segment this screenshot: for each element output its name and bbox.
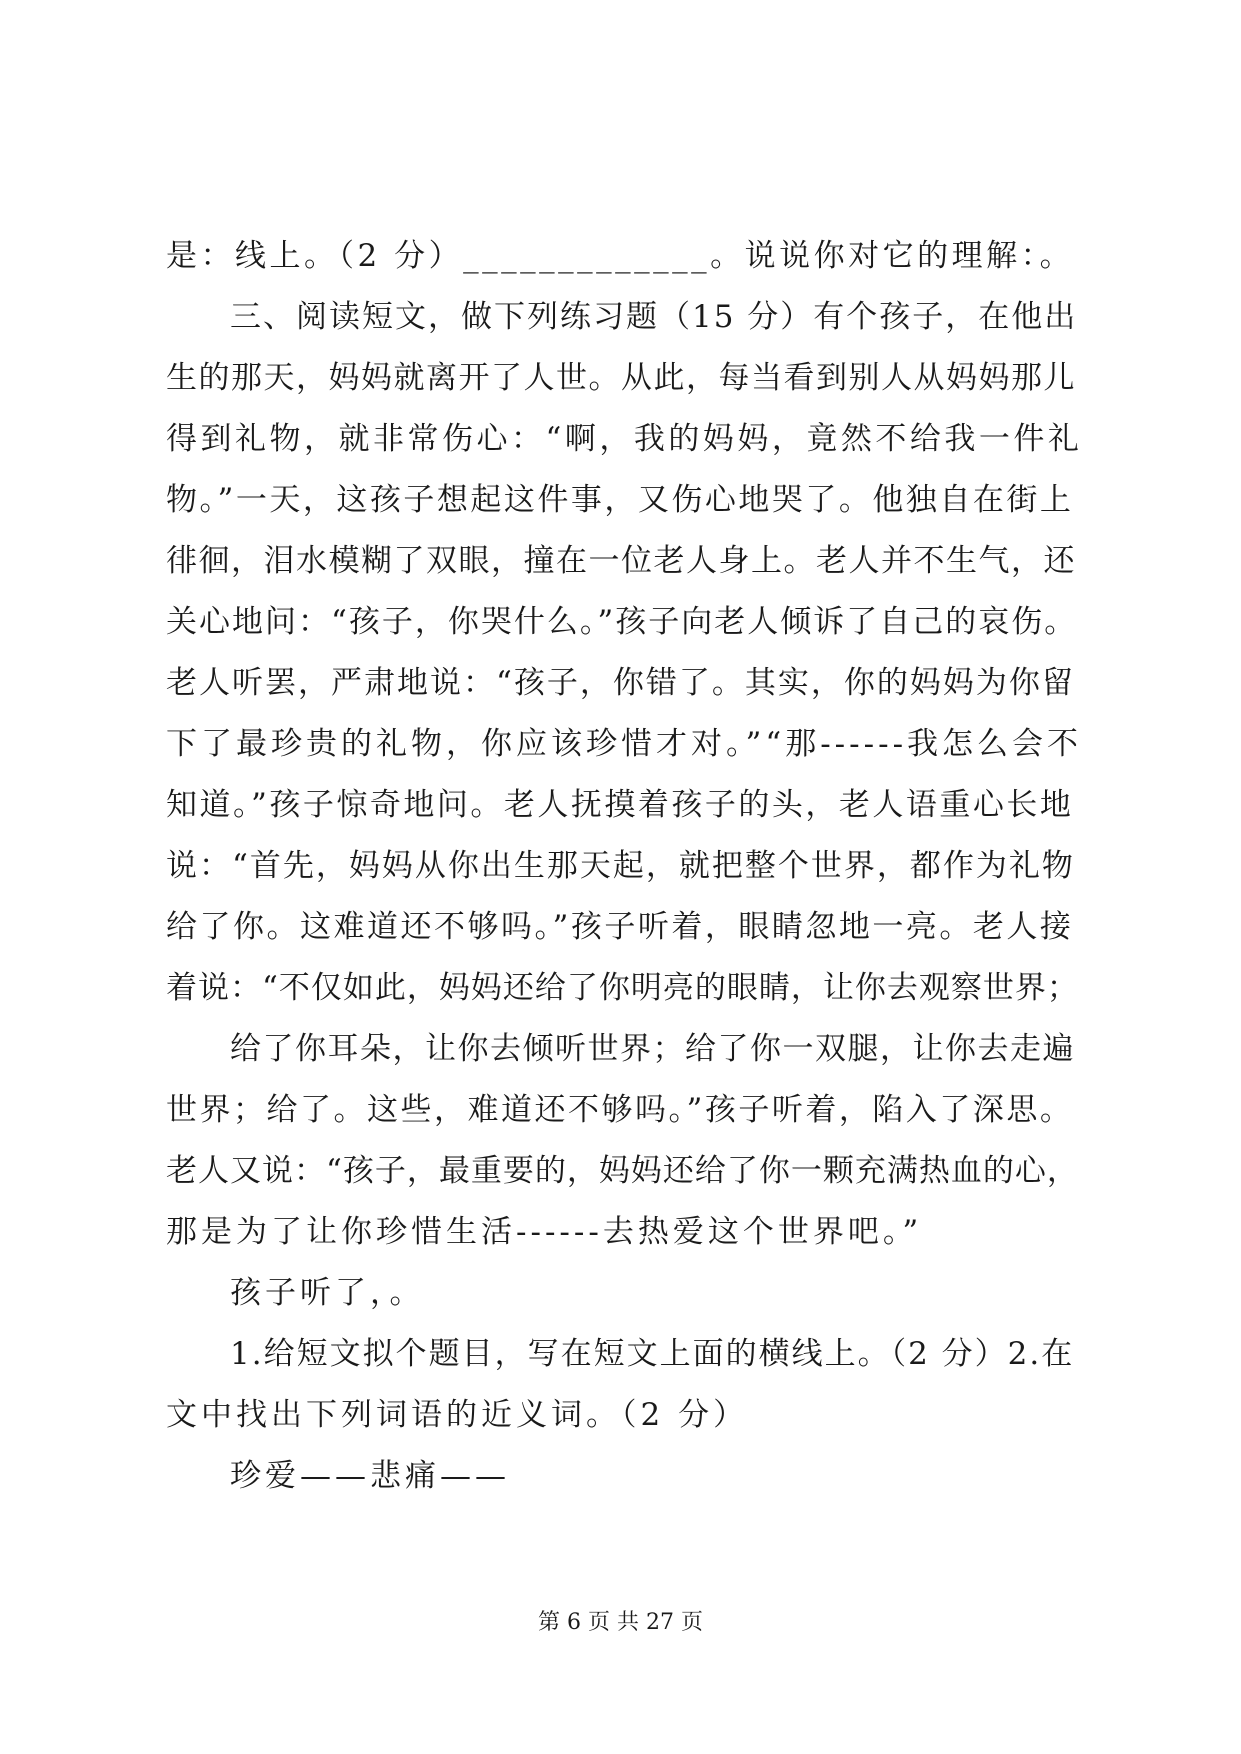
text-line-12: 给了你。这难道还不够吗。”孩子听着，眼睛忽地一亮。老人接 [166,909,1074,945]
text-line-18: 孩子听了，。 [230,1275,425,1311]
text-line-10: 知道。”孩子惊奇地问。老人抚摸着孩子的头，老人语重心长地 [166,787,1074,823]
text-line-6: 徘徊，泪水模糊了双眼，撞在一位老人身上。老人并不生气，还 [166,543,1076,579]
synonym-prompt-line: 珍爱——悲痛—— [230,1458,510,1494]
text-line-17: 那是为了让你珍惜生活------去热爱这个世界吧。” [166,1214,923,1250]
text-line-9: 下了最珍贵的礼物，你应该珍惜才对。”“那------我怎么会不 [166,726,1083,762]
page-footer: 第 6 页 共 27 页 [538,1610,703,1635]
text-line-7: 关心地问：“孩子，你哭什么。”孩子向老人倾诉了自己的哀伤。 [166,604,1078,640]
text-line-11: 说：“首先，妈妈从你出生那天起，就把整个世界，都作为礼物 [166,848,1075,884]
question-2-line: 文中找出下列词语的近义词。（2 分） [166,1397,749,1433]
text-line-5: 物。”一天，这孩子想起这件事，又伤心地哭了。他独自在街上 [166,482,1074,518]
text-line-8: 老人听罢，严肃地说：“孩子，你错了。其实，你的妈妈为你留 [166,665,1075,701]
text-line-16: 老人又说：“孩子，最重要的，妈妈还给了你一颗充满热血的心， [166,1153,1079,1189]
text-line-13: 着说：“不仅如此，妈妈还给了你明亮的眼睛，让你去观察世界； [166,970,1079,1006]
question-1-line: 1.给短文拟个题目，写在短文上面的横线上。（2 分）2.在 [230,1336,1075,1372]
section-three-heading-line: 三、阅读短文，做下列练习题（15 分）有个孩子，在他出 [230,299,1078,335]
text-line-3: 生的那天，妈妈就离开了人世。从此，每当看到别人从妈妈那儿 [166,360,1076,396]
text-line-4: 得到礼物，就非常伤心：“啊，我的妈妈，竟然不给我一件礼 [166,421,1083,457]
text-line-15: 世界；给了。这些，难道还不够吗。”孩子听着，陷入了深思。 [166,1092,1074,1128]
text-line-14: 给了你耳朵，让你去倾听世界；给了你一双腿，让你去走遍 [230,1031,1075,1067]
text-line-1: 是：线上。（2 分）_____________。说说你对它的理解：。 [166,238,1075,274]
